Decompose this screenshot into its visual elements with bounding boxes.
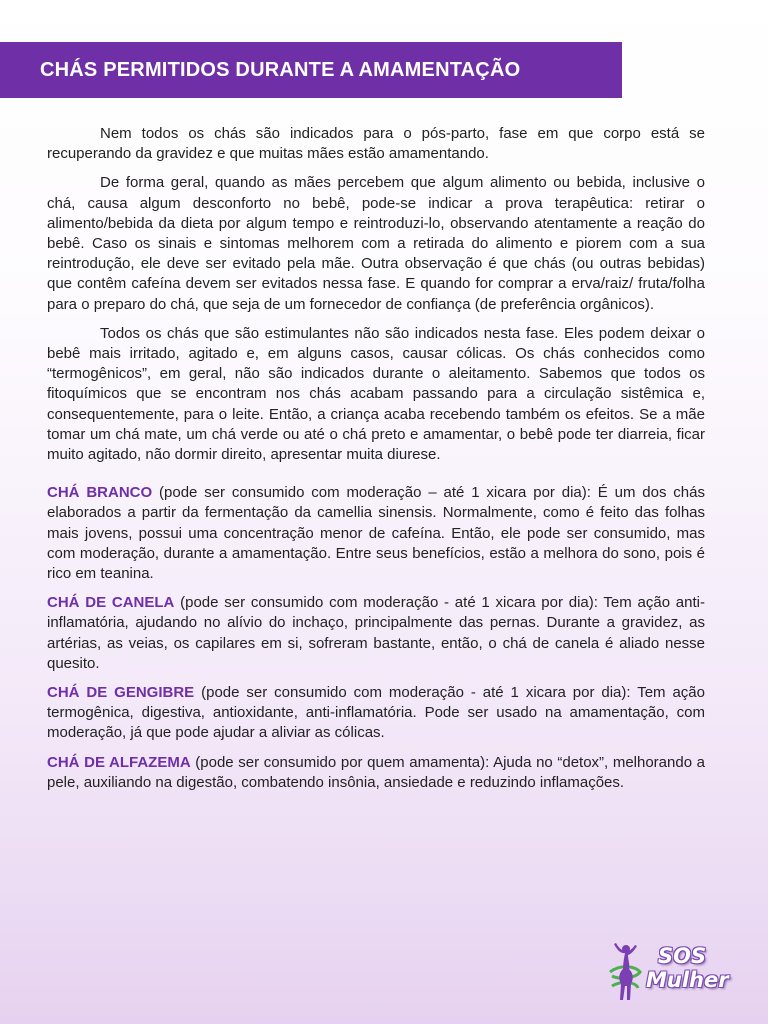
article-body <box>47 124 705 802</box>
intro-paragraph-3: Todos os chás que são estimulantes não são indicados nesta fase. Eles podem deixar o bebê mais irritado, agitado e, em alguns casos, causar cólicas. Os chás conhecidos como “termogênicos”, em geral, não são indicados durante o aleitamento. Sabemos que todos os fitoquímicos que se encontram nos chás acabam passando para a circulação sistêmica e, consequentemente, para o leite. Então, a criança acaba recebendo também os efeitos. Se a mãe tomar um chá mate, um chá verde ou até o chá preto e amamentar, o bebê pode ter diarreia, ficar muito agitado, não dormir direito, apresentar muita diurese. <box>47 324 705 464</box>
tea-description: (pode ser consumido com moderação – até 1 xicara por dia): É um dos chás elaborados a partir da fermentação da camellia sinensis. Normalmente, como é feito das folhas mais jovens, possui uma concentração menor de cafeína. Então, ele pode ser consumido, mas com moderação, durante a amamentação. Entre seus benefícios, estão a melhora do sono, pois é rico em teanina. <box>47 484 705 583</box>
tea-item-cha-de-alfazema <box>47 753 705 793</box>
tea-name: CHÁ DE GENGIBRE <box>47 684 195 702</box>
intro-paragraph-1: Nem todos os chás são indicados para o pós-parto, fase em que corpo está se recuperando da gravidez e que muitas mães estão amamentando. <box>47 125 705 163</box>
intro-paragraph-2: De forma geral, quando as mães percebem que algum alimento ou bebida, inclusive o chá, causa algum desconforto no bebê, pode-se indicar a prova terapêutica: retirar o alimento/bebida da dieta por algum tempo e reintroduzi-lo, observando atentamente a reação do bebê. Caso os sinais e sintomas melhorem com a retirada do alimento e piorem com a sua reintrodução, ele deve ser evitado pela mãe. Outra observação é que chás (ou outras bebidas) que contêm cafeína devem ser evitados nessa fase. E quando for comprar a erva/raiz/ fruta/folha para o preparo do chá, que seja de um fornecedor de confiança (de preferência orgânicos). <box>47 174 705 313</box>
title-banner <box>0 42 622 98</box>
logo-line-sos: SOS <box>658 944 707 968</box>
tea-item-cha-de-gengibre <box>47 683 705 744</box>
tea-description: (pode ser consumido com moderação - até 1 xicara por dia): Tem ação termogênica, digestiva, antioxidante, anti-inflamatória. Pode ser usado na amamentação, com moderação, já que pode ajudar a aliviar as cólicas. <box>47 684 705 742</box>
woman-silhouette-icon <box>606 942 646 1004</box>
page-title: CHÁS PERMITIDOS DURANTE A AMAMENTAÇÃO <box>40 58 521 81</box>
sos-mulher-logo <box>606 942 746 1006</box>
tea-name: CHÁ DE CANELA <box>47 594 175 612</box>
tea-name: CHÁ BRANCO <box>47 484 153 502</box>
tea-description: (pode ser consumido com moderação - até 1 xicara por dia): Tem ação anti-inflamatória, ajudando no alívio do inchaço, principalmente das pernas. Durante a gravidez, as artérias, as veias, os capilares em si, sofreram bastante, então, o chá de canela é aliado nesse quesito. <box>47 594 705 672</box>
tea-item-cha-de-canela <box>47 593 705 674</box>
tea-description: (pode ser consumido por quem amamenta): Ajuda no “detox”, melhorando a pele, auxiliando na digestão, combatendo insônia, ansiedade e reduzindo inflamações. <box>47 753 706 791</box>
logo-wordmark <box>646 944 746 992</box>
logo-line-mulher: Mulher <box>646 968 729 992</box>
tea-name: CHÁ DE ALFAZEMA <box>47 753 191 771</box>
tea-item-cha-branco <box>47 483 705 584</box>
